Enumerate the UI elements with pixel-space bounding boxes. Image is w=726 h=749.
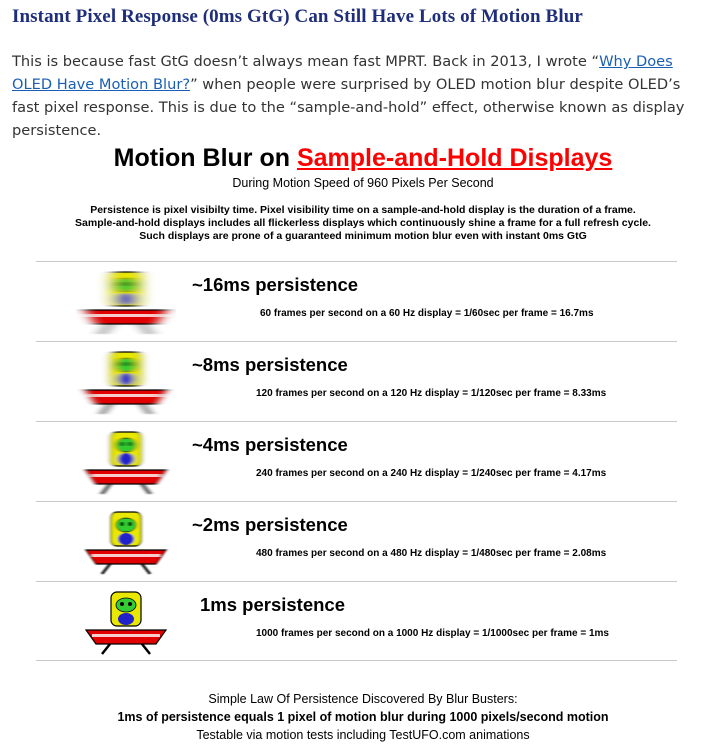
persistence-equation: 1000 frames per second on a 1000 Hz display = 1/1000sec per frame = 1ms (256, 628, 609, 639)
article-intro (12, 50, 712, 142)
infographic-title (0, 144, 726, 173)
description-line: Sample-and-hold displays includes all flickerless displays which continuously shine a frame for a full refresh cycle. (75, 217, 651, 229)
persistence-row (36, 421, 677, 501)
law-testable-note: Testable via motion tests including TestUFO.com animations (196, 728, 530, 742)
ufo-icon (76, 428, 176, 496)
persistence-equation: 480 frames per second on a 480 Hz display = 1/480sec per frame = 2.08ms (256, 548, 607, 559)
persistence-equation: 120 frames per second on a 120 Hz display = 1/120sec per frame = 8.33ms (256, 388, 607, 399)
persistence-rows (36, 261, 677, 661)
law-statement: 1ms of persistence equals 1 pixel of motion blur during 1000 pixels/second motion (117, 710, 609, 724)
persistence-equation: 60 frames per second on a 60 Hz display = 1/60sec per frame = 16.7ms (260, 308, 594, 319)
oled-motion-blur-link[interactable]: Why Does OLED Have Motion Blur? (12, 53, 673, 93)
ufo-icon (76, 508, 176, 576)
description-line: Such displays are prone of a guaranteed minimum motion blur even with instant 0ms GtG (139, 230, 587, 242)
persistence-row (36, 341, 677, 421)
ufo-icon (76, 348, 176, 416)
title-black-part: Motion Blur on (113, 144, 297, 172)
ufo-icon (76, 268, 176, 336)
persistence-label: ~8ms persistence (192, 354, 348, 375)
persistence-label: 1ms persistence (200, 594, 346, 615)
description-line: Persistence is pixel visibilty time. Pixel visibility time on a sample-and-hold display is the duration of a frame. (90, 204, 636, 216)
motion-blur-infographic (0, 138, 726, 749)
persistence-row (36, 501, 677, 581)
intro-text-1: This is because fast GtG doesn’t always mean fast MPRT. Back in 2013, I wrote “ (12, 53, 600, 70)
article-title: Instant Pixel Response (0ms GtG) Can Still Have Lots of Motion Blur (12, 6, 583, 27)
persistence-label: ~16ms persistence (192, 274, 359, 295)
title-red-part: Sample-and-Hold Displays (296, 144, 613, 172)
persistence-equation: 240 frames per second on a 240 Hz display = 1/240sec per frame = 4.17ms (256, 468, 607, 479)
intro-text-2: ” when people were surprised by OLED motion blur despite OLED’s fast pixel response. This is due to the “sample-and-hold” effect, otherwise known as display persistence. (12, 76, 685, 139)
law-heading: Simple Law Of Persistence Discovered By Blur Busters: (208, 692, 518, 706)
persistence-row (36, 581, 677, 661)
persistence-label: ~4ms persistence (192, 434, 348, 455)
persistence-row (36, 261, 677, 341)
infographic-description (0, 204, 726, 243)
ufo-icon (76, 588, 176, 656)
infographic-subtitle: During Motion Speed of 960 Pixels Per Second (232, 176, 494, 190)
persistence-label: ~2ms persistence (192, 514, 348, 535)
